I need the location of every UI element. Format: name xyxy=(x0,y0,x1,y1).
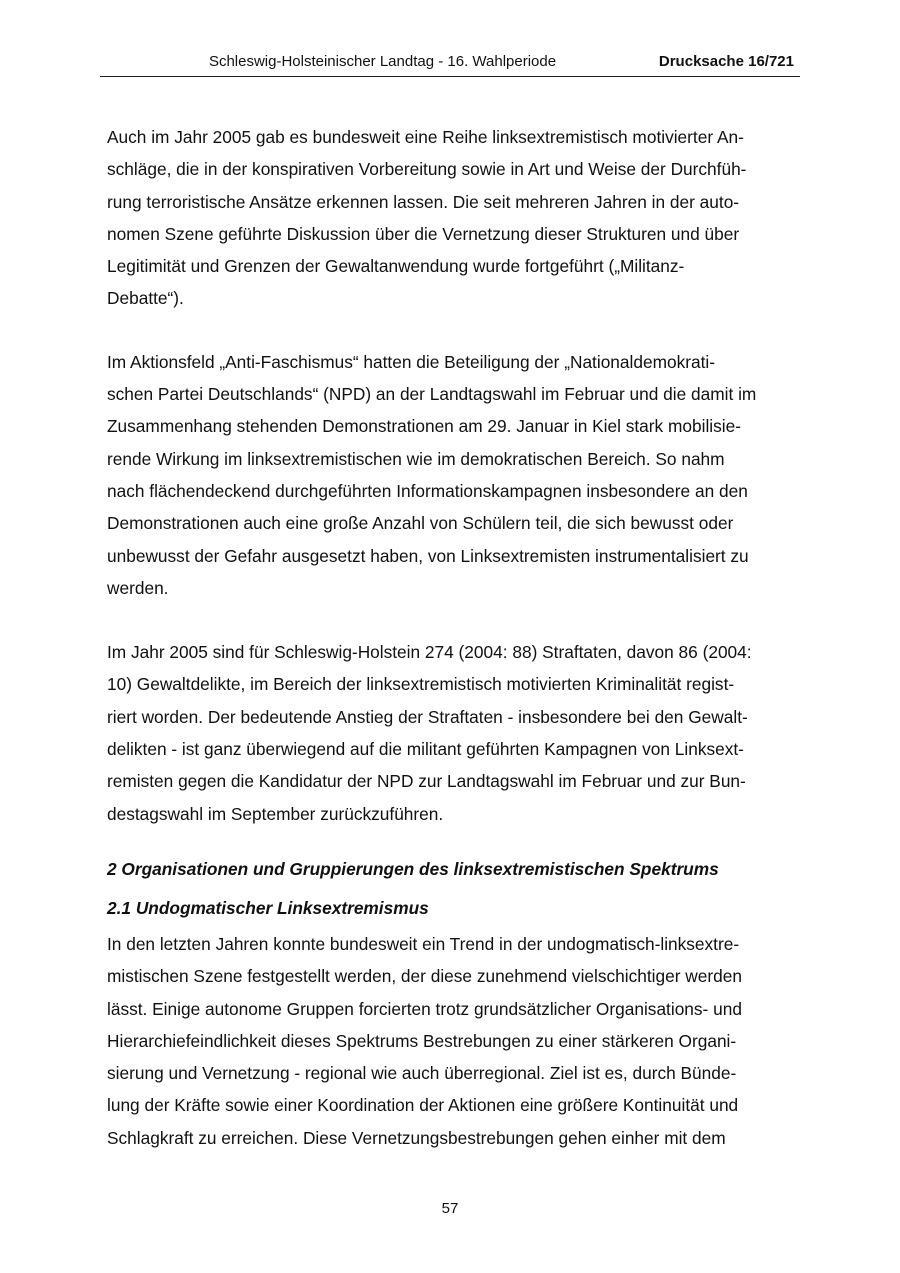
section-heading: 2 Organisationen und Gruppierungen des linksextremistischen Spektrums xyxy=(107,858,719,879)
text-line: Schlagkraft zu erreichen. Diese Vernetzungsbestrebungen gehen einher mit dem xyxy=(107,1127,726,1148)
text-line: werden. xyxy=(107,577,169,598)
text-line: Im Jahr 2005 sind für Schleswig-Holstein 274 (2004: 88) Straftaten, davon 86 (2004: xyxy=(107,642,752,663)
text-line: nach flächendeckend durchgeführten Informationskampagnen insbesondere an den xyxy=(107,480,748,501)
text-line: sierung und Vernetzung - regional wie auch überregional. Ziel ist es, durch Bünde- xyxy=(107,1063,737,1084)
text-line: rende Wirkung im linksextremistischen wie im demokratischen Bereich. So nahm xyxy=(107,448,725,469)
text-line: Legitimität und Grenzen der Gewaltanwendung wurde fortgeführt („Militanz- xyxy=(107,256,685,277)
paragraph-militancy-debate xyxy=(107,121,797,315)
text-line: mistischen Szene festgestellt werden, der diese zunehmend vielschichtiger werden xyxy=(107,966,742,987)
text-line: lung der Kräfte sowie einer Koordination der Aktionen eine größere Kontinuität und xyxy=(107,1095,739,1116)
paragraph-crime-statistics xyxy=(107,636,797,830)
text-line: Zusammenhang stehenden Demonstrationen am 29. Januar in Kiel stark mobilisie- xyxy=(107,416,741,437)
page-header xyxy=(100,52,800,72)
text-line: Auch im Jahr 2005 gab es bundesweit eine Reihe linksextremistisch motivierter An- xyxy=(107,127,744,147)
paragraph-anti-fascism xyxy=(107,346,797,604)
paragraph-undogmatic-left xyxy=(107,928,797,1154)
header-title: Schleswig-Holsteinischer Landtag - 16. Wahlperiode xyxy=(208,53,557,70)
text-line: 10) Gewaltdelikte, im Bereich der linksextremistisch motivierten Kriminalität regist- xyxy=(107,674,735,695)
text-line: Im Aktionsfeld „Anti-Faschismus“ hatten die Beteiligung der „Nationaldemokrati- xyxy=(107,351,715,372)
text-line: riert worden. Der bedeutende Anstieg der Straftaten - insbesondere bei den Gewalt- xyxy=(107,706,748,727)
text-line: schläge, die in der konspirativen Vorbereitung sowie in Art und Weise der Durchfüh- xyxy=(107,159,747,180)
text-line: delikten - ist ganz überwiegend auf die militant geführten Kampagnen von Linksext- xyxy=(107,739,744,760)
text-line: Hierarchiefeindlichkeit dieses Spektrums Bestrebungen zu einer stärkeren Organi- xyxy=(107,1030,737,1051)
document-number: Drucksache 16/721 xyxy=(658,53,794,70)
text-line: In den letzten Jahren konnte bundesweit ein Trend in der undogmatisch-linksextre- xyxy=(107,933,740,954)
subsection-heading: 2.1 Undogmatischer Linksextremismus xyxy=(107,897,429,918)
text-line: rung terroristische Ansätze erkennen lassen. Die seit mehreren Jahren in der auto- xyxy=(107,191,740,212)
text-line: remisten gegen die Kandidatur der NPD zur Landtagswahl im Februar und zur Bun- xyxy=(107,771,746,792)
header-divider xyxy=(100,76,800,77)
text-line: Debatte“). xyxy=(107,288,184,309)
page-number: 57 xyxy=(441,1200,459,1217)
text-line: lässt. Einige autonome Gruppen forcierten trotz grundsätzlicher Organisations- und xyxy=(107,998,742,1019)
text-line: unbewusst der Gefahr ausgesetzt haben, von Linksextremisten instrumentalisiert zu xyxy=(107,545,749,566)
text-line: schen Partei Deutschlands“ (NPD) an der Landtagswahl im Februar und die damit im xyxy=(107,384,757,405)
document-body xyxy=(107,121,797,1154)
text-line: nomen Szene geführte Diskussion über die Vernetzung dieser Strukturen und über xyxy=(107,223,740,244)
text-line: Demonstrationen auch eine große Anzahl von Schülern teil, die sich bewusst oder xyxy=(107,513,734,534)
text-line: destagswahl im September zurückzuführen. xyxy=(107,803,444,824)
